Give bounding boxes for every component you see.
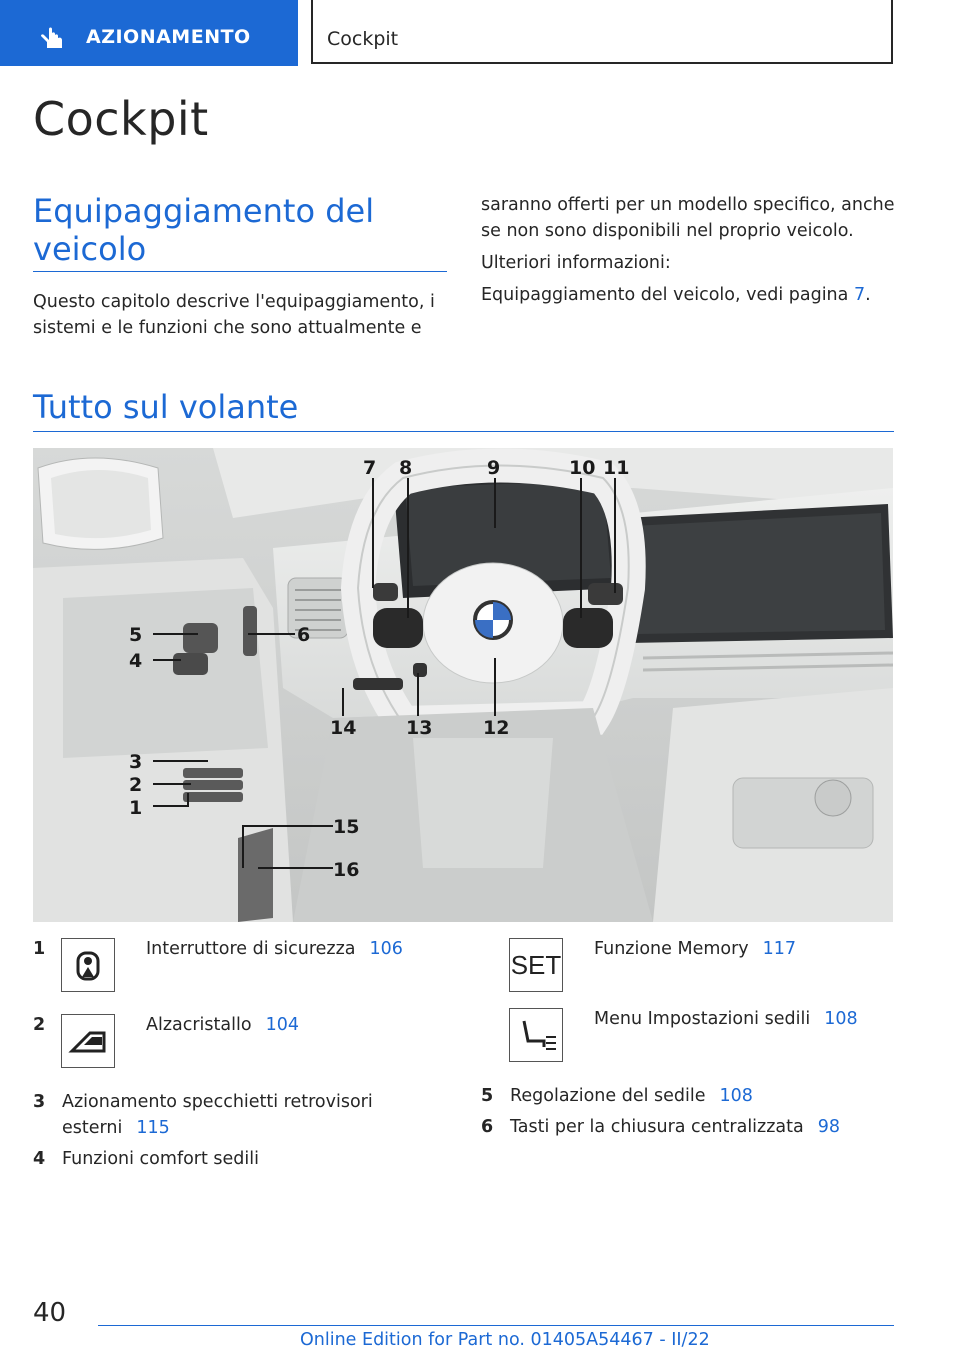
callout-4: 4 [129, 650, 143, 672]
callout-1: 1 [129, 797, 143, 819]
item-number: 5 [481, 1086, 494, 1106]
page-ref[interactable]: 108 [824, 1009, 858, 1029]
page-link[interactable]: 7 [853, 285, 866, 305]
legend-item-5 [481, 1083, 901, 1113]
callout-8: 8 [399, 457, 413, 479]
set-button-icon [509, 938, 563, 992]
page-ref[interactable]: 106 [369, 939, 403, 959]
item-number: 2 [33, 1015, 46, 1035]
item-number: 6 [481, 1117, 494, 1137]
seat-settings-icon [509, 1008, 563, 1062]
callout-6: 6 [297, 624, 311, 646]
hand-pointer-icon [38, 26, 66, 54]
item-label: Interruttore di sicurezza 106 [146, 939, 403, 959]
more-info-label: Ulteriori informazioni: [481, 253, 671, 273]
legend-item-2 [33, 1012, 473, 1072]
intro-paragraph-left [33, 289, 453, 341]
callout-2: 2 [129, 774, 143, 796]
item-label: Menu Impostazioni sedili 108 [594, 1009, 858, 1029]
page-ref[interactable]: 104 [265, 1015, 299, 1035]
page-title: Cockpit [33, 92, 209, 146]
heading-rule [33, 271, 447, 272]
legend-item-1 [33, 936, 473, 996]
callout-11: 11 [603, 457, 630, 479]
section-heading-equipment [33, 192, 374, 268]
intro-paragraph-right [481, 192, 901, 308]
section-rule [33, 431, 894, 432]
item-number: 3 [33, 1092, 46, 1112]
page-ref[interactable]: 108 [719, 1086, 753, 1106]
callout-13: 13 [406, 717, 433, 739]
text-line: saranno offerti per un modello specifico, anche [481, 195, 895, 215]
text-line: sistemi e le funzioni che sono attualmente e [33, 318, 422, 338]
callout-16: 16 [333, 859, 360, 881]
legend-item-4 [33, 1146, 473, 1176]
item-label: Regolazione del sedile 108 [510, 1086, 753, 1106]
section-title: AZIONAMENTO [86, 26, 251, 48]
callout-12: 12 [483, 717, 510, 739]
item-number: 4 [33, 1149, 46, 1169]
callout-10: 10 [569, 457, 596, 479]
legend-item-6 [481, 1114, 901, 1144]
heading-line: veicolo [33, 230, 147, 268]
heading-line: Equipaggiamento del [33, 192, 375, 230]
callout-5: 5 [129, 624, 143, 646]
cross-reference-text: Equipaggiamento del veicolo, vedi pagina [481, 285, 849, 305]
section-tab[interactable] [0, 0, 298, 66]
page-ref[interactable]: 117 [762, 939, 797, 959]
set-icon-text: SET [510, 950, 562, 980]
callout-15: 15 [333, 816, 360, 838]
edition-footer: Online Edition for Part no. 01405A54467 - II/22 [300, 1330, 710, 1350]
page-number: 40 [33, 1298, 67, 1328]
callout-3: 3 [129, 751, 143, 773]
text-line: se non sono disponibili nel proprio veicolo. [481, 221, 854, 241]
footer-rule [98, 1325, 894, 1326]
legend-item-3 [33, 1089, 473, 1145]
item-label: Azionamento specchietti retrovisori [62, 1092, 373, 1112]
cross-reference [481, 282, 901, 308]
item-label: Funzione Memory 117 [594, 939, 797, 959]
item-label: Funzioni comfort sedili [62, 1149, 260, 1169]
callout-9: 9 [487, 457, 501, 479]
item-label: Alzacristallo 104 [146, 1015, 299, 1035]
chapter-box [311, 0, 893, 64]
item-label-continued: esterni 115 [62, 1118, 170, 1138]
item-number: 1 [33, 939, 46, 959]
period: . [865, 285, 871, 305]
callout-7: 7 [363, 457, 377, 479]
item-label: Tasti per la chiusura centralizzata 98 [510, 1117, 841, 1137]
section-heading-steering: Tutto sul volante [33, 388, 299, 426]
window-lifter-icon [61, 1014, 115, 1068]
callout-14: 14 [330, 717, 357, 739]
cockpit-illustration [33, 448, 893, 922]
legend-item-seat-settings [481, 1006, 901, 1066]
page-ref[interactable]: 98 [817, 1117, 841, 1137]
page-ref[interactable]: 115 [136, 1118, 170, 1138]
safety-switch-icon [61, 938, 115, 992]
legend-item-memory [481, 936, 901, 996]
chapter-title: Cockpit [327, 28, 399, 50]
text-line: Questo capitolo descrive l'equipaggiamento, i [33, 292, 435, 312]
